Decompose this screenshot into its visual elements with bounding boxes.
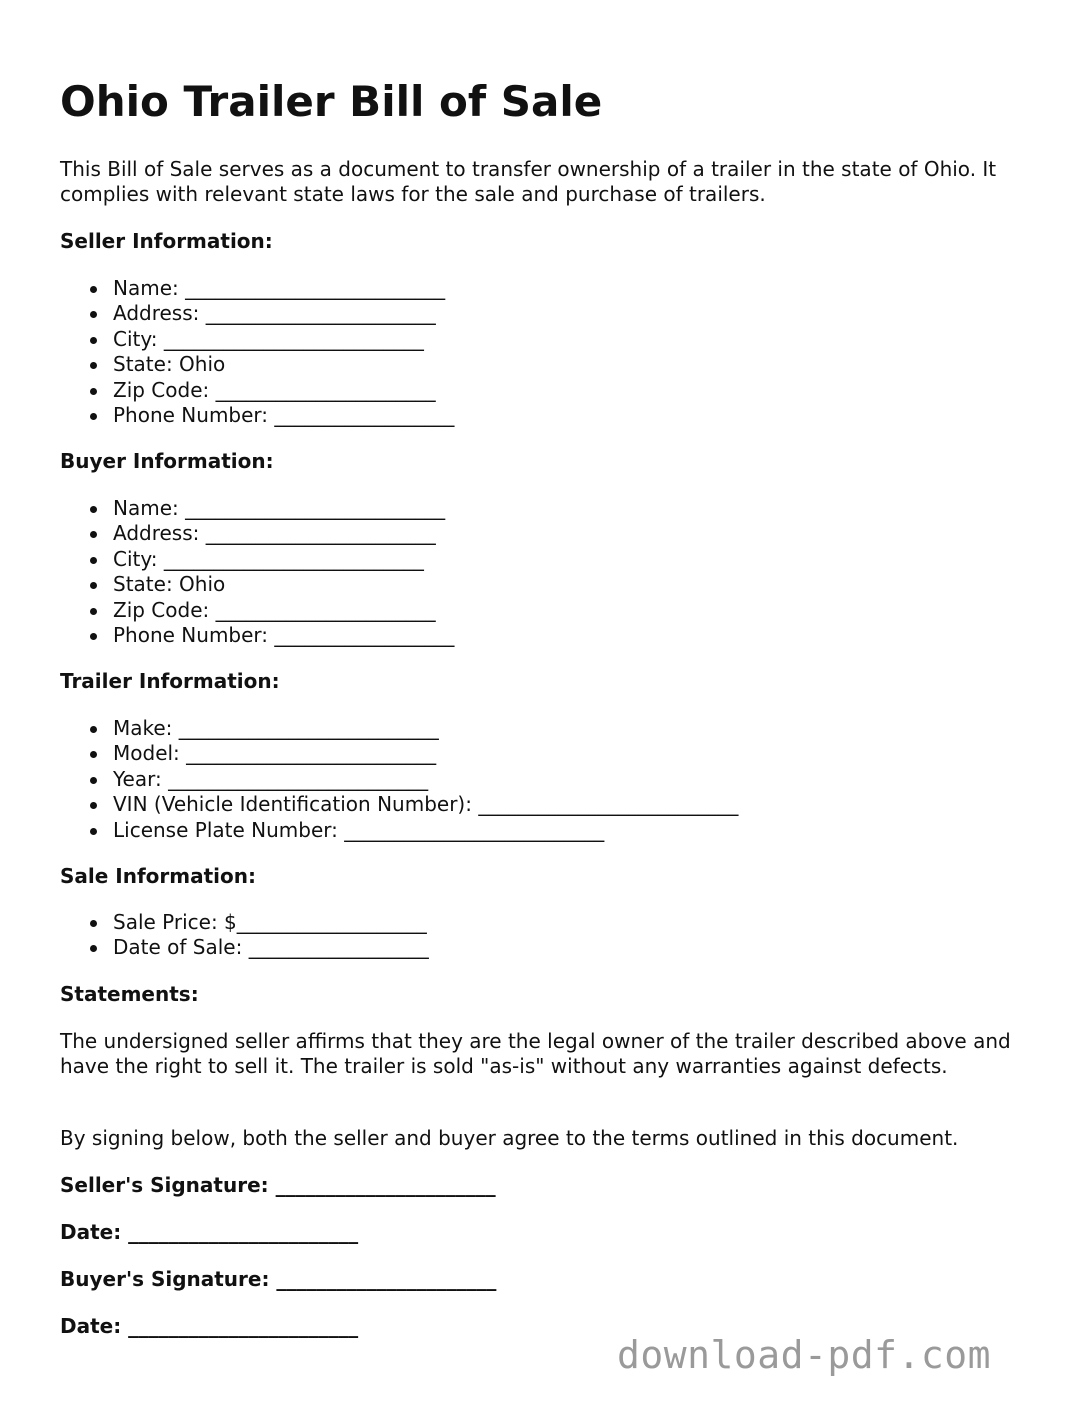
seller-city-item (60, 327, 454, 352)
seller-list (60, 276, 454, 428)
seller-state-item (60, 352, 454, 377)
bullet-icon (90, 920, 97, 927)
seller-zip-item (60, 378, 454, 403)
trailer-model-item (60, 741, 738, 766)
list-item-text: Make: __________________________ (113, 716, 439, 740)
buyer-name-item (60, 496, 454, 521)
list-item-text: Address: _______________________ (113, 301, 436, 326)
seller-signature-line: Seller's Signature: ______________________ (60, 1173, 496, 1197)
bullet-icon (90, 726, 97, 733)
list-item-text: City: __________________________ (113, 546, 424, 571)
buyer-city-item (60, 547, 454, 572)
buyer-heading: Buyer Information: (60, 449, 274, 473)
buyer-list (60, 496, 454, 648)
sale-list (60, 910, 429, 961)
bullet-icon (90, 802, 97, 809)
list-item-text: Model: _________________________ (113, 741, 437, 766)
sale-price-item (60, 910, 429, 935)
trailer-list (60, 716, 738, 843)
bullet-icon (90, 828, 97, 835)
trailer-plate-item (60, 818, 738, 843)
list-item-text: Date of Sale: __________________ (113, 935, 429, 960)
buyer-state-item (60, 572, 454, 597)
bullet-icon (90, 362, 97, 369)
bullet-icon (90, 286, 97, 293)
bullet-icon (90, 557, 97, 564)
seller-name-item (60, 276, 454, 301)
buyer-zip-item (60, 598, 454, 623)
list-item-text: VIN (Vehicle Identification Number): __________________________ (113, 792, 739, 817)
bullet-icon (90, 506, 97, 513)
list-item-text: License Plate Number: __________________________ (113, 817, 605, 842)
bullet-icon (90, 582, 97, 589)
list-item-text: State: Ohio (113, 572, 226, 597)
buyer-signature-line: Buyer's Signature: ______________________ (60, 1267, 497, 1291)
bullet-icon (90, 633, 97, 640)
bullet-icon (90, 945, 97, 952)
seller-address-item (60, 301, 454, 326)
bullet-icon (90, 751, 97, 758)
watermark: download-pdf.com (617, 1333, 992, 1377)
bullet-icon (90, 777, 97, 784)
list-item-text: Address: _______________________ (113, 521, 436, 546)
seller-phone-item (60, 403, 454, 428)
list-item-text: Phone Number: __________________ (113, 403, 455, 428)
list-item-text: Zip Code: ______________________ (113, 377, 436, 402)
seller-heading: Seller Information: (60, 229, 273, 253)
list-item-text: Sale Price: $___________________ (113, 910, 427, 934)
page-title: Ohio Trailer Bill of Sale (60, 77, 603, 126)
list-item-text: State: Ohio (113, 352, 226, 377)
seller-date-line: Date: _______________________ (60, 1220, 359, 1244)
sale-date-item (60, 935, 429, 960)
list-item-text: Zip Code: ______________________ (113, 597, 436, 622)
intro-paragraph: This Bill of Sale serves as a document to transfer ownership of a trailer in the state of Ohio. It complies with relevant state laws for the sale and purchase of trailers. (60, 157, 997, 206)
bullet-icon (90, 413, 97, 420)
list-item-text: Phone Number: __________________ (113, 623, 455, 648)
bullet-icon (90, 531, 97, 538)
statement-paragraph: The undersigned seller affirms that they are the legal owner of the trailer described above and have the right to sell it. The trailer is sold "as-is" without any warranties against defects. (60, 1029, 1011, 1078)
statements-heading: Statements: (60, 982, 199, 1006)
list-item-text: City: __________________________ (113, 326, 424, 351)
list-item-text: Year: __________________________ (113, 766, 429, 791)
agreement-paragraph: By signing below, both the seller and buyer agree to the terms outlined in this document. (60, 1126, 959, 1150)
trailer-heading: Trailer Information: (60, 669, 280, 693)
trailer-vin-item (60, 792, 738, 817)
buyer-date-line: Date: _______________________ (60, 1314, 359, 1338)
buyer-phone-item (60, 623, 454, 648)
trailer-year-item (60, 767, 738, 792)
bullet-icon (90, 608, 97, 615)
sale-heading: Sale Information: (60, 864, 256, 888)
list-item-text: Name: __________________________ (113, 276, 446, 300)
bullet-icon (90, 337, 97, 344)
buyer-address-item (60, 521, 454, 546)
bullet-icon (90, 311, 97, 318)
trailer-make-item (60, 716, 738, 741)
list-item-text: Name: __________________________ (113, 496, 446, 520)
bullet-icon (90, 388, 97, 395)
